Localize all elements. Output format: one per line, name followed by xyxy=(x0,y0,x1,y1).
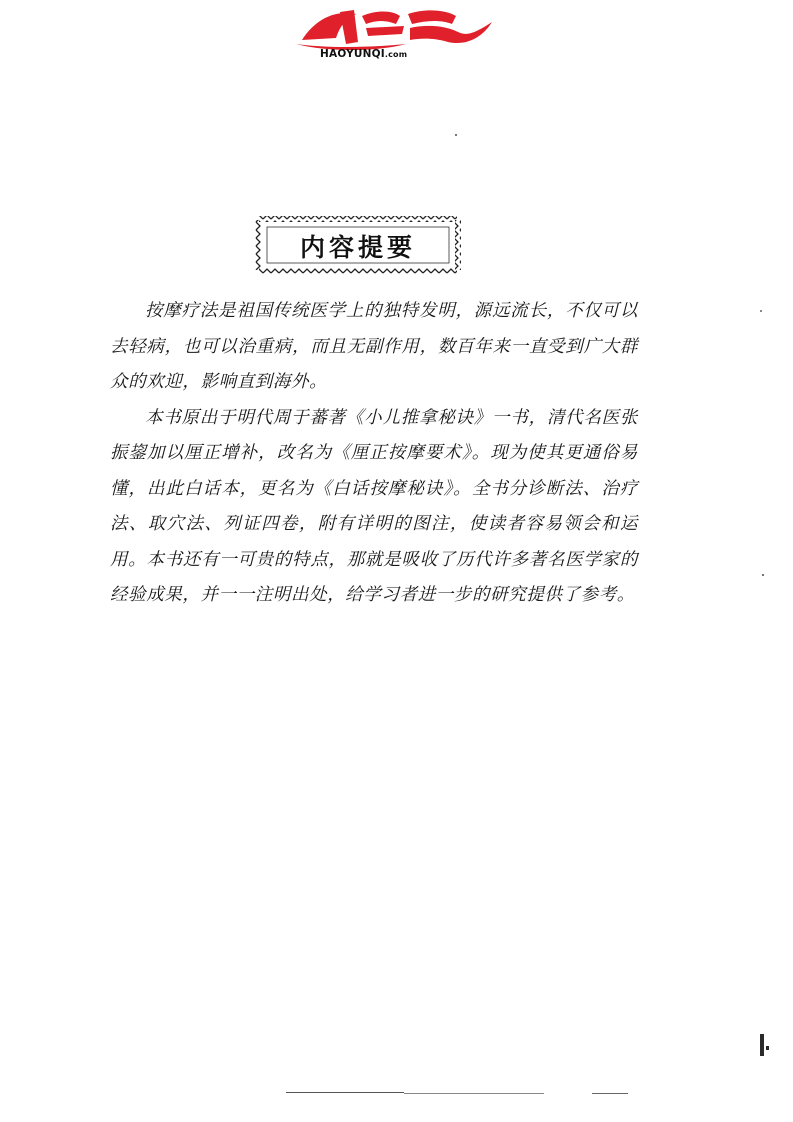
scan-mark-right xyxy=(760,1034,764,1056)
logo-site-name: HAOYUNQI.com xyxy=(320,48,408,60)
scan-line-bottom-1 xyxy=(286,1092,404,1093)
paragraph-2: 本书原出于明代周于蕃著《小儿推拿秘诀》一书，清代名医张振鋆加以厘正增补，改名为《厘正按摩要术》。现为使其更通俗易懂，出此白话本，更名为《白话按摩秘诀》。全书分诊断法、治疗法、取穴法、列证四卷，附有详明的图注，使读者容易领会和运用。本书还有一可贵的特点，那就是吸收了历代许多著名医学家的经验成果，并一一注明出处，给学习者进一步的研究提供了参考。 xyxy=(110,407,638,605)
logo-domain: .com xyxy=(384,50,408,59)
paragraph-1: 按摩疗法是祖国传统医学上的独特发明，源远流长，不仅可以去轻病，也可以治重病，而且无副作用，数百年来一直受到广大群众的欢迎，影响直到海外。 xyxy=(110,301,638,392)
logo-swoosh-graphic xyxy=(296,4,496,52)
scan-line-bottom-3 xyxy=(592,1093,628,1094)
scan-dot-1 xyxy=(455,134,457,136)
page-title: 内容提要 xyxy=(299,233,416,262)
watermark-logo xyxy=(296,4,496,66)
scan-dot-2 xyxy=(762,574,764,576)
heading-frame xyxy=(255,214,461,276)
scan-line-bottom-2 xyxy=(404,1093,544,1094)
scan-mark-right-dot xyxy=(766,1046,769,1050)
summary-text xyxy=(110,294,638,614)
scan-dot-3 xyxy=(760,310,762,312)
